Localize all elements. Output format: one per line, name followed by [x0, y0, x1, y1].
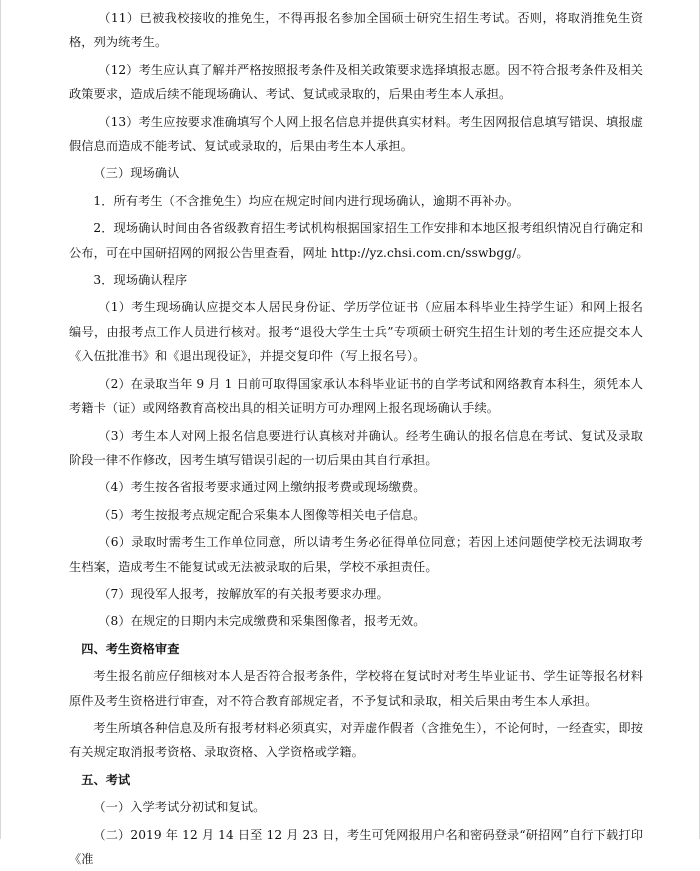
procedure-item-4: （4）考生按各省报考要求通过网上缴纳报考费或现场缴费。 — [98, 480, 426, 495]
item-13: （13）考生应按要求准确填写个人网上报名信息并提供真实材料。考生因网报信息填写错误、填报虚假信息而造成不能考试、复试或录取的，后果由考生本人承担。 — [69, 114, 643, 154]
onsite-rule-2: 2．现场确认时间由各省级教育招生考试机构根据国家招生工作安排和本地区报考组织情况自行确定和公布，可在中国研招网的网报公告里查看，网址 http://yz.chsi.com.cn/sswbgg/。 — [69, 221, 643, 260]
procedure-item-1: （1）考生现场确认应提交本人居民身份证、学历学位证书（应届本科毕业生持学生证）和网上报名编号，由报考点工作人员进行核对。报考“退役大学生士兵”专项硕士研究生招生计划的考生还应提交本人《入伍批准书》和《退出现役证》，并提交复印件（写上报名号）。 — [69, 300, 643, 364]
procedure-item-6: （6）录取时需考生工作单位同意，所以请考生务必征得单位同意；若因上述问题使学校无法调取考生档案，造成考生不能复试或无法被录取的后果，学校不承担责任。 — [69, 535, 643, 574]
item-11: （11）已被我校接收的推免生，不得再报名参加全国硕士研究生招生考试。否则，将取消推免生资格，列为统考生。 — [69, 11, 643, 50]
exam-item-1: （一）入学考试分初试和复试。 — [93, 800, 266, 815]
procedure-item-3: （3）考生本人对网上报名信息要进行认真核对并确认。经考生确认的报名信息在考试、复试及录取阶段一律不作修改，因考生填写错误引起的一切后果由其自行承担。 — [69, 428, 643, 467]
procedure-item-7: （7）现役军人报考，按解放军的有关报考要求办理。 — [98, 586, 389, 601]
section-heading-onsite-confirmation: （三）现场确认 — [93, 166, 180, 181]
exam-item-2: （二）2019 年 12 月 14 日至 12 月 23 日，考生可凭网报用户名和密码登录“研招网”自行下载打印《准 — [69, 827, 643, 866]
onsite-rule-1: 1．所有考生（不含推免生）均应在规定时间内进行现场确认，逾期不再补办。 — [93, 193, 520, 208]
qualification-paragraph-1: 考生报名前应仔细核对本人是否符合报考条件，学校将在复试时对考生毕业证书、学生证等报名材料原件及考生资格进行审查，对不符合教育部规定者，不予复试和录取，相关后果由考生本人承担。 — [69, 669, 643, 708]
procedure-item-2: （2）在录取当年 9 月 1 日前可取得国家承认本科毕业证书的自学考试和网络教育本科生，须凭本人考籍卡（证）或网络教育高校出具的相关证明方可办理网上报名现场确认手续。 — [69, 376, 643, 416]
onsite-procedure-heading: 3．现场确认程序 — [93, 273, 188, 288]
section-heading-exam: 五、考试 — [81, 772, 131, 787]
qualification-paragraph-2: 考生所填各种信息及所有报考材料必须真实，对弄虚作假者（含推免生），不论何时，一经查实，即按有关规定取消报考资格、录取资格、入学资格或学籍。 — [69, 720, 643, 760]
section-heading-qualification-review: 四、考生资格审查 — [81, 641, 180, 656]
item-12: （12）考生应认真了解并严格按照报考条件及相关政策要求选择填报志愿。因不符合报考条件及相关政策要求，造成后续不能现场确认、考试、复试或录取的，后果由考生本人承担。 — [69, 62, 643, 102]
procedure-item-5: （5）考生按报考点规定配合采集本人图像等相关电子信息。 — [98, 507, 426, 522]
procedure-item-8: （8）在规定的日期内未完成缴费和采集图像者，报考无效。 — [98, 614, 426, 629]
